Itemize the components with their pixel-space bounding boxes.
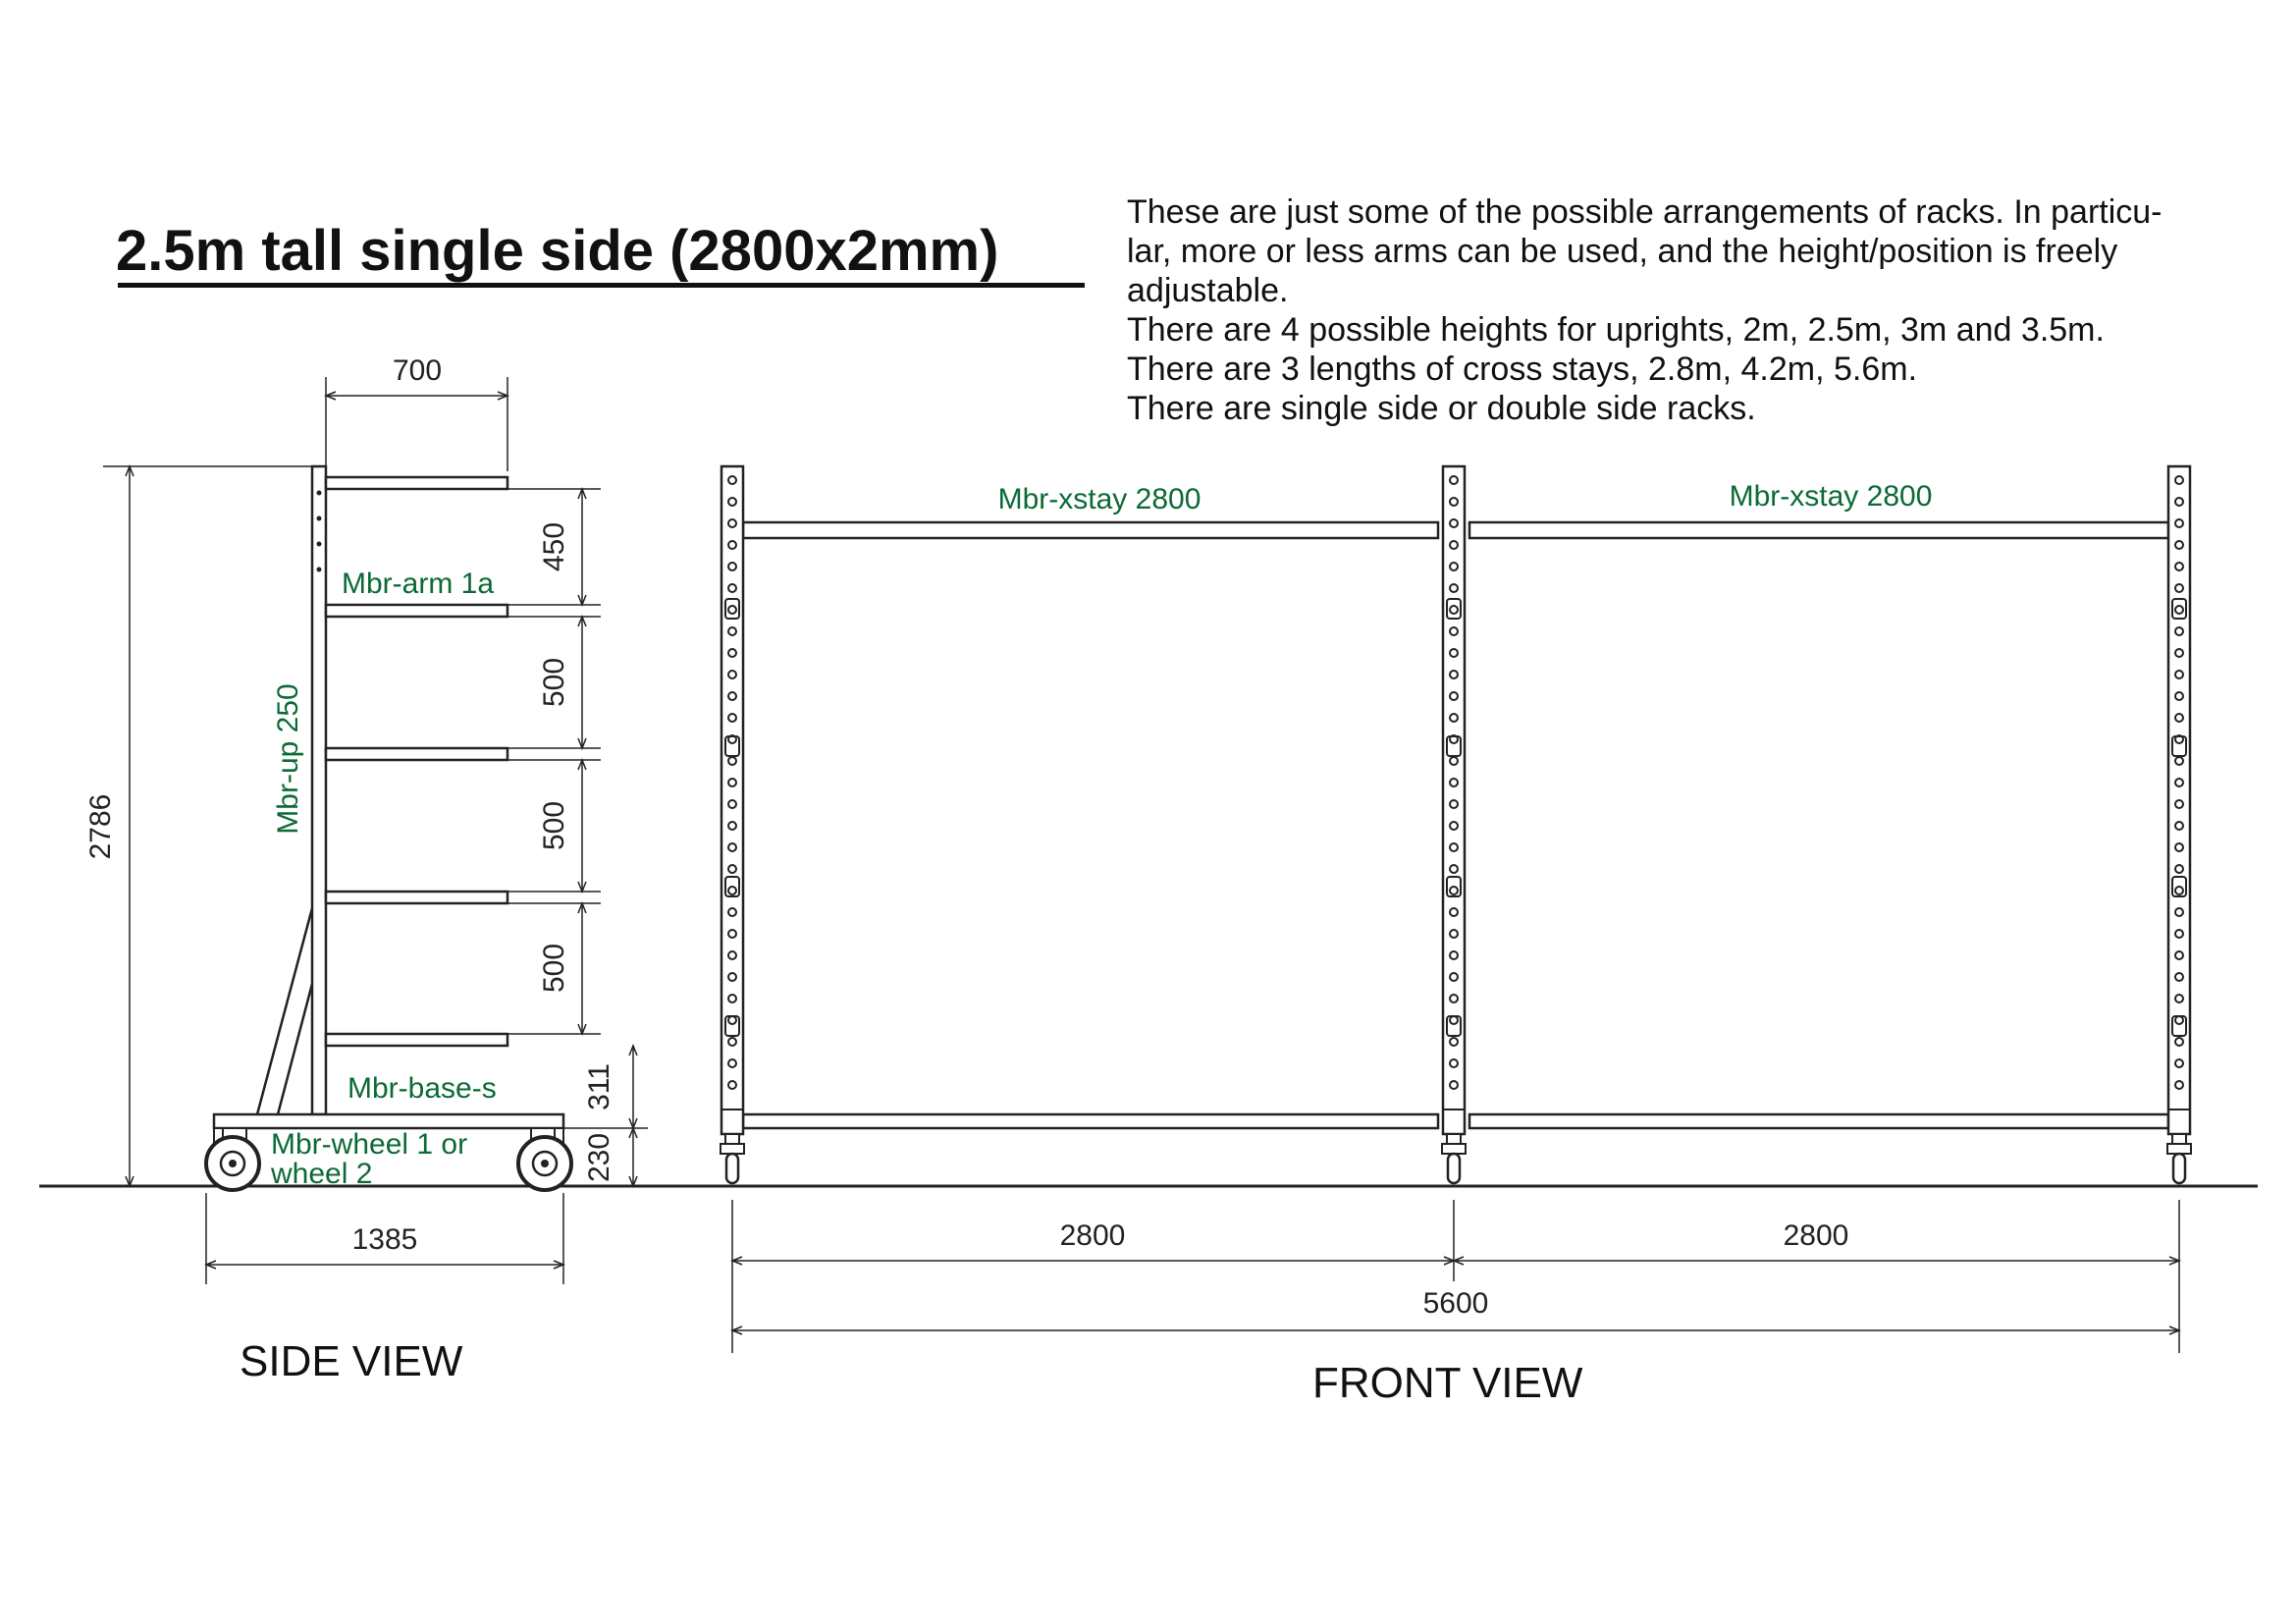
arm <box>326 477 507 489</box>
post <box>1442 466 1466 1183</box>
dim-base-length: 1385 <box>351 1223 418 1256</box>
wheel <box>518 1128 571 1190</box>
arm <box>326 892 507 903</box>
note-line: There are 3 lengths of cross stays, 2.8m, 4.2m, 5.6m. <box>1127 351 1918 388</box>
base <box>214 1114 563 1128</box>
label-upright: Mbr-up 250 <box>272 683 304 835</box>
cross-stay-top <box>1469 522 2168 538</box>
label-wheel-2: wheel 2 <box>271 1158 373 1190</box>
dim-total-height: 2786 <box>84 793 117 860</box>
note-line: lar, more or less arms can be used, and the height/position is freely <box>1127 233 2118 270</box>
side-view-label: SIDE VIEW <box>240 1337 463 1385</box>
post <box>721 466 744 1183</box>
dim-total-length: 5600 <box>1422 1287 1489 1320</box>
side-view <box>84 354 648 1284</box>
brace <box>278 984 312 1114</box>
post <box>2167 466 2191 1183</box>
arm <box>326 605 507 617</box>
dim-spacing: 500 <box>538 800 570 851</box>
label-wheel: Mbr-wheel 1 or <box>271 1128 468 1161</box>
dim-arm-length: 700 <box>392 354 443 387</box>
cross-stay-top <box>743 522 1438 538</box>
note-line: There are 4 possible heights for uprights, 2m, 2.5m, 3m and 3.5m. <box>1127 311 2105 349</box>
wheel <box>206 1128 259 1190</box>
dim-wheel-height: 230 <box>583 1132 615 1183</box>
front-view-label: FRONT VIEW <box>1312 1359 1583 1407</box>
arm <box>326 1034 507 1046</box>
label-base: Mbr-base-s <box>347 1072 497 1105</box>
dim-spacing-top: 450 <box>538 521 570 572</box>
note-line: adjustable. <box>1127 272 1289 309</box>
dim-bay-left: 2800 <box>1059 1219 1126 1252</box>
dim-bay-right: 2800 <box>1783 1219 1849 1252</box>
front-view <box>721 466 2191 1353</box>
note-line: These are just some of the possible arrangements of racks. In particu- <box>1127 193 2163 231</box>
upright <box>312 466 326 1114</box>
dim-spacing: 500 <box>538 943 570 994</box>
dim-spacing: 500 <box>538 657 570 708</box>
drawing-title: 2.5m tall single side (2800x2mm) <box>116 219 999 283</box>
label-xstay-left: Mbr-xstay 2800 <box>997 483 1201 515</box>
arm <box>326 748 507 760</box>
dim-base-to-arm: 311 <box>583 1063 615 1110</box>
cross-stay-bottom <box>1469 1114 2168 1128</box>
cross-stay-bottom <box>743 1114 1438 1128</box>
label-arm: Mbr-arm 1a <box>342 568 495 600</box>
note-line: There are single side or double side racks. <box>1127 390 1756 427</box>
label-xstay-right: Mbr-xstay 2800 <box>1729 480 1933 513</box>
